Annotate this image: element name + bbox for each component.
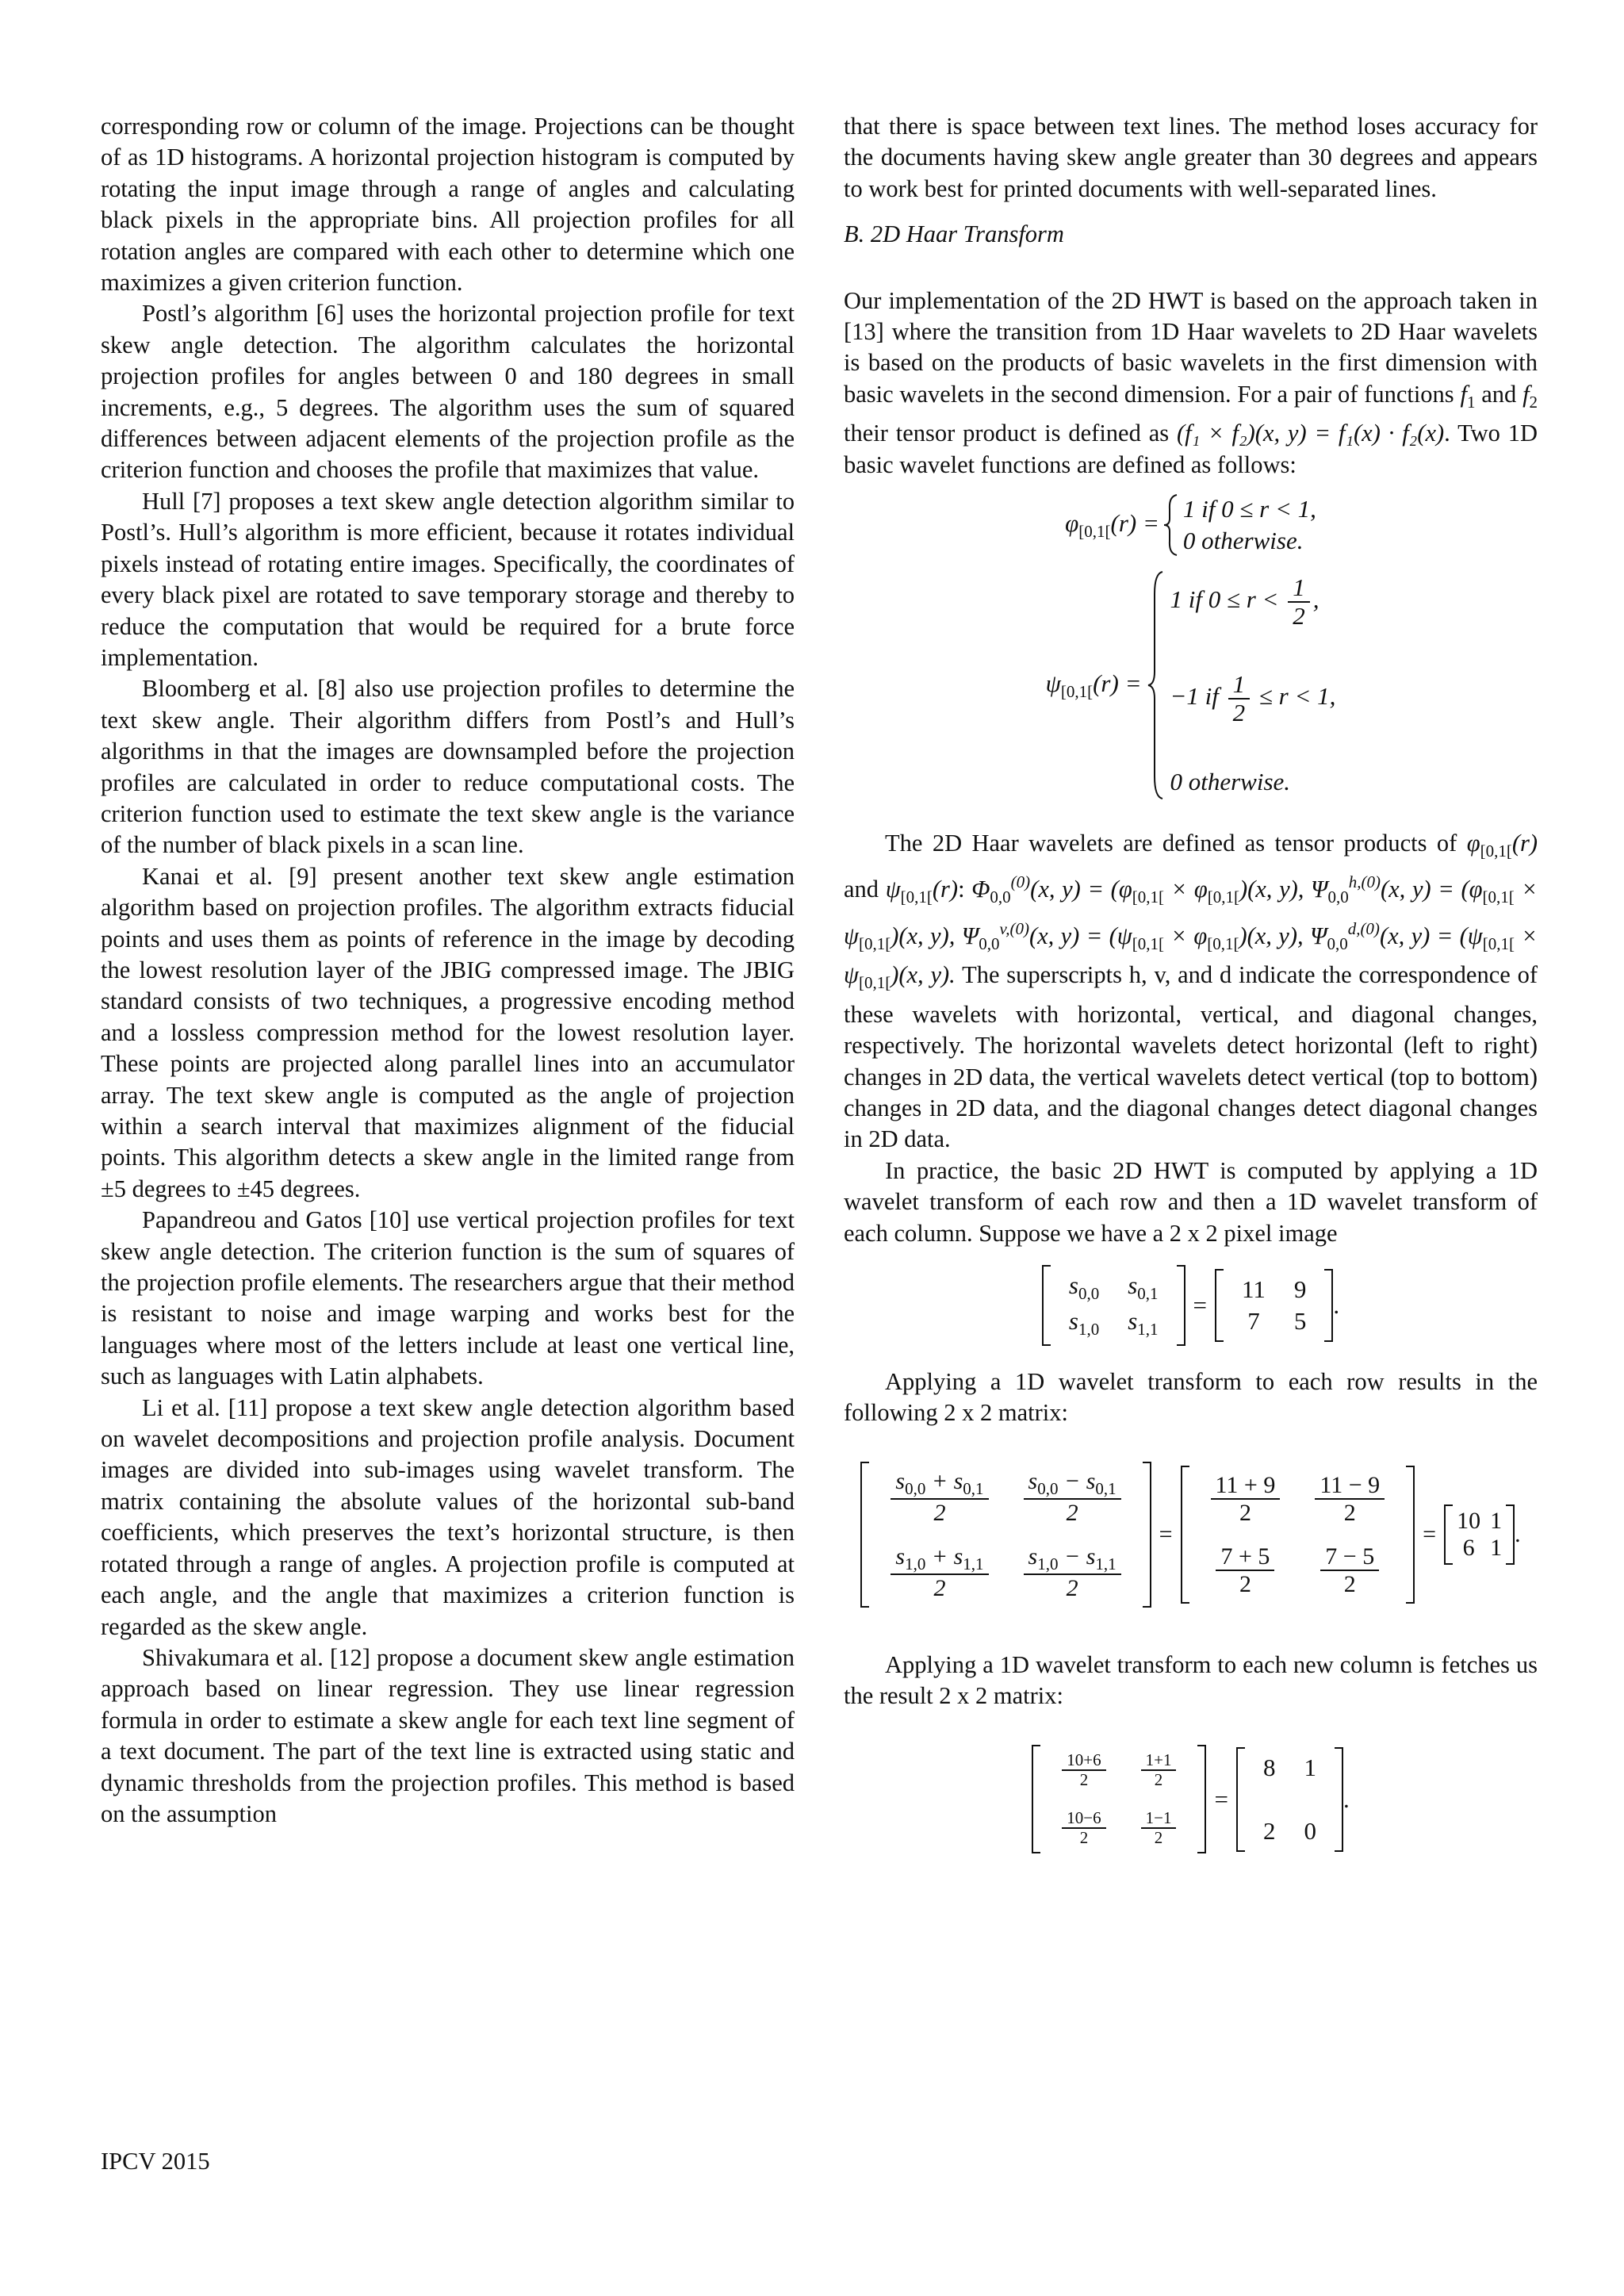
image-matrix: 11 9 7 5 bbox=[1215, 1269, 1333, 1342]
paragraph: Shivakumara et al. [12] propose a document skew angle estimation approach based on linear regression. They use linear regression formula in order to estimate a skew angle for each text line segment of a text document. The part of the text line is extracted using static and dynamic thresholds from the projection profiles. This method is based on the assumption bbox=[101, 1643, 795, 1827]
page-footer: IPCV 2015 bbox=[101, 2148, 210, 2175]
left-column bbox=[101, 111, 795, 1830]
paragraph: In practice, the basic 2D HWT is computed by applying a 1D wavelet transform of each row and then a 1D wavelet transform of each column. Suppose we have a 2 x 2 pixel image bbox=[844, 1156, 1538, 1247]
left-brace bbox=[1162, 493, 1180, 557]
psi-equation: $\psi_{[0,1[}(r)$ = 1 if 0 ≤ r < $\frac{1}{2}$ , −1 if $\frac{1}{2}$ ≤ r < 1, 0 otherwise. bbox=[844, 566, 1538, 804]
paragraph: Applying a 1D wavelet transform to each new column is fetches us the result 2 x 2 matrix: bbox=[844, 1650, 1538, 1710]
row-transform-equation: $\frac{s_{0,0} + s_{0,1}}{2}$ $\frac{s_{0,0} - s_{0,1}}{2}$ $\frac{s_{1,0} + s_{1,1}}{2}$ $\frac{s_{1,0} - s_{1,1}}{2}$ = $\frac{11 + 9}{2}$ $\frac{11 - 9}{2}$ $\frac{7 + 5}{2}$ $\frac{7 - 5}{2}$ = 10 1 6 1 . bbox=[844, 1443, 1538, 1626]
phi-case-one: 1 if 0 ≤ r < 1, bbox=[1182, 495, 1316, 523]
symbolic-matrix: $s_{0,0}$ $s_{0,1}$ $s_{1,0}$ $s_{1,1}$ bbox=[1042, 1265, 1185, 1346]
paragraph: Our implementation of the 2D HWT is based on the approach taken in [13] where the transition from 1D Haar wavelets to 2D Haar wavelets is based on the products of basic wavelets in the first dimension with basic wavelets in the second dimension. For a pair of functions $f_1$ and $f_2$ their tensor product is defined as (f₁ × f₂)(x, y) = f₁(x) · f₂(x). Two 1D basic wavelet functions are defined as follows: bbox=[844, 286, 1538, 478]
paragraph: Bloomberg et al. [8] also use projection profiles to determine the text skew angle. Their algorithm differs from Postl’s and Hull’s algorithms in that the images are downsampled before the projection profiles are calculated in order to reduce computational costs. The criterion function used to estimate the text skew angle is the variance of the number of black pixels in a scan line. bbox=[101, 675, 795, 859]
psi-case-one: 1 if 0 ≤ r < $\frac{1}{2}$ , bbox=[1170, 573, 1320, 631]
paragraph: Kanai et al. [9] present another text skew angle estimation algorithm based on projection profiles. The algorithm extracts fiducial points and uses them as points of reference in the image by decoding the lowest resolution layer of the JBIG compressed image. The JBIG standard consists of two techniques, a progressive encoding method and a lossless compression method for the lowest resolution layer. These points are projected along parallel lines into an accumulator array. The text skew angle is computed as the angle of projection within a search interval that maximizes alignment of the fiducial points. This algorithm detects a skew angle in the limited range from ±5 degrees to ±45 degrees. bbox=[101, 862, 795, 1202]
numeric-row-matrix: $\frac{11 + 9}{2}$ $\frac{11 - 9}{2}$ $\frac{7 + 5}{2}$ $\frac{7 - 5}{2}$ bbox=[1181, 1466, 1415, 1604]
paragraph: Postl’s algorithm [6] uses the horizontal projection profile for text skew angle detection. The algorithm calculates the horizontal projection profiles for angles between 0 and 180 degrees in small increments, e.g., 5 degrees. The algorithm uses the sum of squared differences between adjacent elements of the projection profile as the criterion function and chooses the profile that maximizes that value. bbox=[101, 300, 795, 484]
paragraph: Hull [7] proposes a text skew angle detection algorithm similar to Postl’s. Hull’s algorithm is more efficient, because it rotates individual pixels instead of rotating entire images. Specifically, the coordinates of every black pixel are rotated to save temporary storage and thereby to reduce the computation that would be required for a brute force implementation. bbox=[101, 487, 795, 671]
numeric-column-matrix: $\frac{10+6}{2}$ $\frac{1+1}{2}$ $\frac{10-6}{2}$ $\frac{1-1}{2}$ bbox=[1032, 1745, 1206, 1853]
symbolic-row-matrix: $\frac{s_{0,0} + s_{0,1}}{2}$ $\frac{s_{0,0} - s_{0,1}}{2}$ $\frac{s_{1,0} + s_{1,1}}{2}$ $\frac{s_{1,0} - s_{1,1}}{2}$ bbox=[860, 1462, 1151, 1608]
right-column bbox=[844, 111, 1538, 1871]
paragraph: corresponding row or column of the image. Projections can be thought of as 1D histograms. A horizontal projection histogram is computed by rotating the input image through a range of angles and calculating black pixels in the appropriate bins. All projection profiles for all rotation angles are compared with each other to determine which one maximizes a given criterion function. bbox=[101, 113, 795, 297]
row-result-matrix: 10 1 6 1 bbox=[1444, 1504, 1515, 1565]
phi-case-two: 0 otherwise. bbox=[1182, 527, 1304, 555]
paragraph: Papandreou and Gatos [10] use vertical projection profiles for text skew angle detection. The criterion function is the sum of squares of the projection profile elements. The researchers argue that their method is resistant to noise and image warping and works best for the languages where most of the letters include at least one vertical line, such as languages with Latin alphabets. bbox=[101, 1206, 795, 1390]
phi-equation: $\varphi_{[0,1[}(r)$ = 1 if 0 ≤ r < 1, 0 otherwise. bbox=[844, 489, 1538, 562]
column-result-matrix: 8 1 2 0 bbox=[1236, 1747, 1343, 1852]
psi-case-two: −1 if $\frac{1}{2}$ ≤ r < 1, bbox=[1170, 670, 1336, 727]
left-brace bbox=[1147, 570, 1166, 800]
paragraph: that there is space between text lines. The method loses accuracy for the documents having skew angle greater than 30 degrees and appears to work best for printed documents with well-separated lines. bbox=[844, 113, 1538, 202]
tensor-product-equation: (f₁ × f₂)(x, y) = f₁(x) · f₂(x) bbox=[1176, 420, 1445, 447]
paragraph: Li et al. [11] propose a text skew angle detection algorithm based on wavelet decompositions and projection profile analysis. Document images are divided into sub-images using wavelet transform. The matrix containing the absolute values of the horizontal sub-band coefficients, which preserves the text’s horizontal structure, is then rotated through a range of angles. A projection profile is computed at each angle, and the angle that maximizes a criterion function is regarded as the skew angle. bbox=[101, 1393, 795, 1640]
section-heading: B. 2D Haar Transform bbox=[844, 220, 1064, 248]
paragraph: Applying a 1D wavelet transform to each row results in the following 2 x 2 matrix: bbox=[844, 1367, 1538, 1427]
psi-case-three: 0 otherwise. bbox=[1170, 768, 1291, 796]
column-transform-equation: $\frac{10+6}{2}$ $\frac{1+1}{2}$ $\frac{10-6}{2}$ $\frac{1-1}{2}$ = 8 1 2 0 . bbox=[844, 1728, 1538, 1871]
paragraph: The 2D Haar wavelets are defined as tensor products of $\varphi_{[0,1[}(r)$ and $\psi_{[0,1[}(r)$: $\Phi_{0,0}^{(0)}(x$, $y) = (\varphi_{[0,1[} \times \varphi_{[0,1[})(x$, y), $\Psi_{0,0}^{h,(0)}(x$, $y) = (\varphi_{[0,1[} \times \psi_{[0,1[})(x$, y), $\Psi_{0,0}^{v,(0)}(x$, $y) = (\psi_{[0,1[} \times \varphi_{[0,1[})(x$, y), $\Psi_{0,0}^{d,(0)}(x$, $y) = (\psi_{[0,1[} \times \psi_{[0,1[})(x$, y). The superscripts h, v, and d indicate the correspondence of these wavelets with horizontal, vertical, and diagonal changes, respectively. The horizontal wavelets detect horizontal (left to right) changes in 2D data, the vertical wavelets detect vertical (top to bottom) changes in 2D data, and the diagonal changes detect diagonal changes in 2D data. bbox=[844, 830, 1538, 1153]
image-matrix-equation: $s_{0,0}$ $s_{0,1}$ $s_{1,0}$ $s_{1,1}$ = 11 9 7 5 . bbox=[844, 1262, 1538, 1349]
